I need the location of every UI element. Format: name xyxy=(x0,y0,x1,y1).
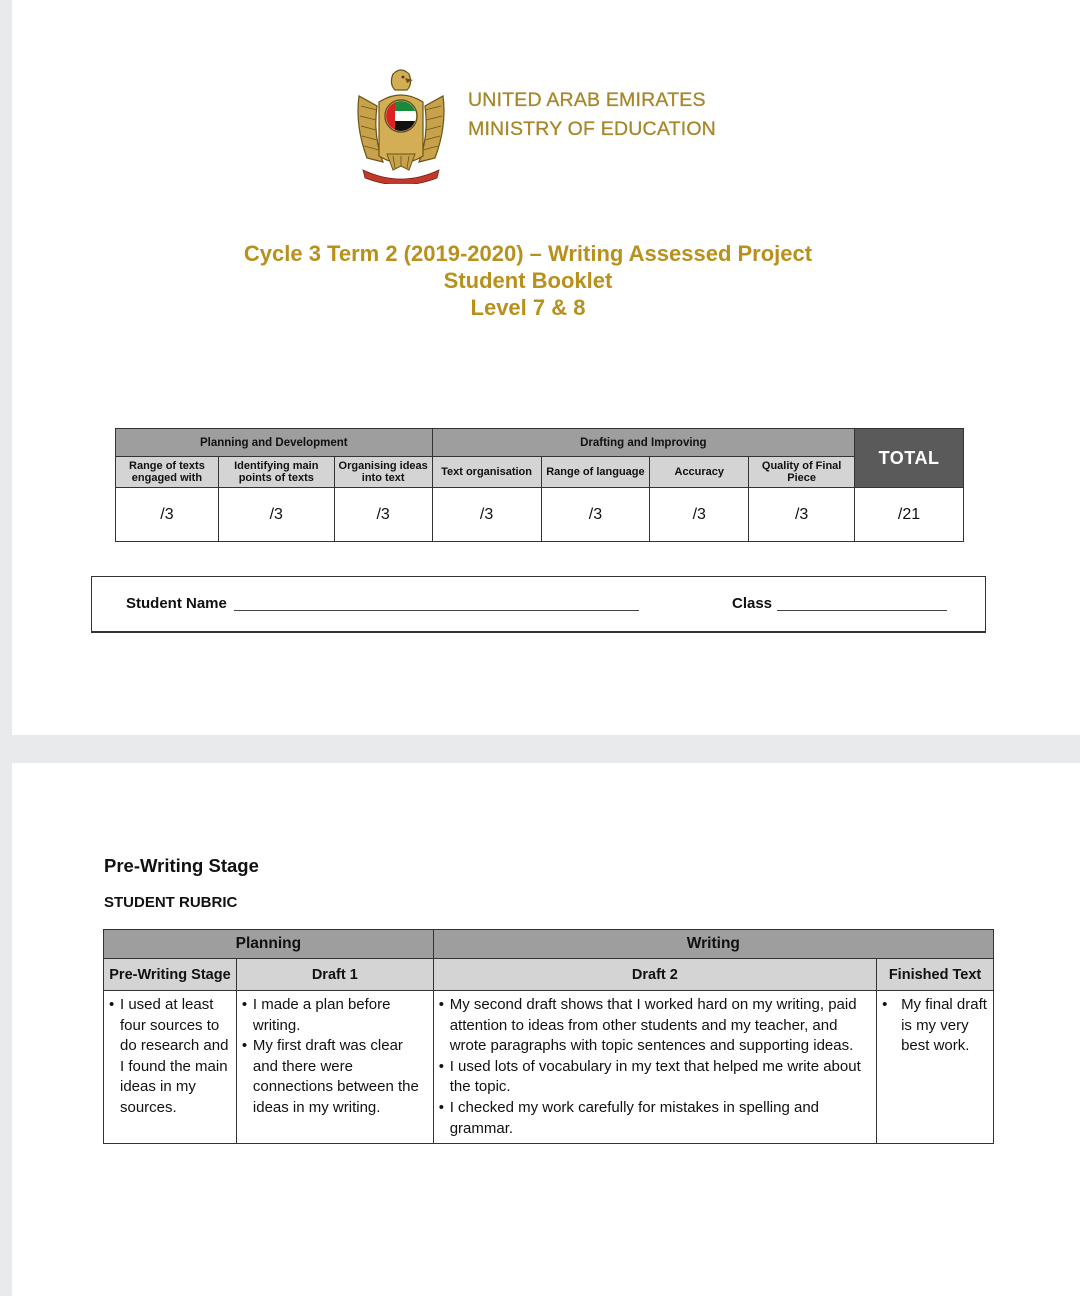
score-cell[interactable]: /3 xyxy=(218,488,334,542)
rubric-criterion: • I made a plan before writing. xyxy=(241,995,429,1036)
title-line-2: Student Booklet xyxy=(443,268,613,293)
rubric-criterion: • My final draft is my very best work. xyxy=(881,995,989,1057)
rubric-group-planning: Planning xyxy=(104,930,434,959)
rubric-cell-draft2 xyxy=(433,991,876,1144)
student-name-label: Student Name xyxy=(126,595,227,612)
ministry-heading xyxy=(468,86,716,144)
booklet-titles xyxy=(0,240,1080,321)
uae-emblem-logo xyxy=(353,66,449,184)
ministry-line-1: UNITED ARAB EMIRATES xyxy=(468,89,706,111)
pre-writing-stage-heading: Pre-Writing Stage xyxy=(104,855,259,876)
score-cell[interactable]: /3 xyxy=(749,488,855,542)
student-rubric-heading: STUDENT RUBRIC xyxy=(104,894,238,911)
col-range-of-texts: Range of texts engaged with xyxy=(116,457,219,488)
rubric-cell-prewriting xyxy=(104,991,237,1144)
title-line-3: Level 7 & 8 xyxy=(470,295,586,320)
document-page-2 xyxy=(12,763,1080,1296)
col-range-of-language: Range of language xyxy=(541,457,650,488)
rubric-criterion: • My first draft was clear and there were connections between the ideas in my writing. xyxy=(241,1036,429,1118)
rubric-cell-finished xyxy=(877,991,994,1144)
rubric-criterion: • I checked my work carefully for mistakes in spelling and grammar. xyxy=(438,1098,872,1139)
student-rubric-table xyxy=(103,929,994,1144)
ministry-line-2: MINISTRY OF EDUCATION xyxy=(468,118,716,140)
score-cell[interactable]: /3 xyxy=(334,488,432,542)
rubric-criterion: • I used lots of vocabulary in my text that helped me write about the topic. xyxy=(438,1057,872,1098)
score-cell[interactable]: /3 xyxy=(116,488,219,542)
rubric-criterion: • My second draft shows that I worked hard on my writing, paid attention to ideas from other students and my teacher, and wrote paragraphs with topic sentences and supporting ideas. xyxy=(438,995,872,1057)
total-header: TOTAL xyxy=(855,429,964,488)
rubric-criterion: • I used at least four sources to do research and I found the main ideas in my sources. xyxy=(108,995,232,1119)
group-drafting-improving: Drafting and Improving xyxy=(432,429,854,457)
rubric-col-prewriting: Pre-Writing Stage xyxy=(104,959,237,991)
col-identifying-main-points: Identifying main points of texts xyxy=(218,457,334,488)
rubric-col-draft1: Draft 1 xyxy=(236,959,433,991)
score-cell[interactable]: /3 xyxy=(650,488,749,542)
total-score-cell[interactable]: /21 xyxy=(855,488,964,542)
col-organising-ideas: Organising ideas into text xyxy=(334,457,432,488)
col-text-organisation: Text organisation xyxy=(432,457,541,488)
title-line-1: Cycle 3 Term 2 (2019-2020) – Writing Assessed Project xyxy=(243,241,813,266)
col-accuracy: Accuracy xyxy=(650,457,749,488)
class-label: Class xyxy=(732,595,773,612)
rubric-cell-draft1 xyxy=(236,991,433,1144)
rubric-group-writing: Writing xyxy=(433,930,993,959)
group-planning-development: Planning and Development xyxy=(116,429,433,457)
rubric-col-draft2: Draft 2 xyxy=(433,959,876,991)
rubric-col-finished: Finished Text xyxy=(877,959,994,991)
score-cell[interactable]: /3 xyxy=(432,488,541,542)
student-name-field[interactable] xyxy=(234,610,639,611)
class-field[interactable] xyxy=(777,610,947,611)
col-quality-final-piece: Quality of Final Piece xyxy=(749,457,855,488)
student-info-box xyxy=(91,576,986,633)
score-cell[interactable]: /3 xyxy=(541,488,650,542)
score-table xyxy=(115,428,964,542)
